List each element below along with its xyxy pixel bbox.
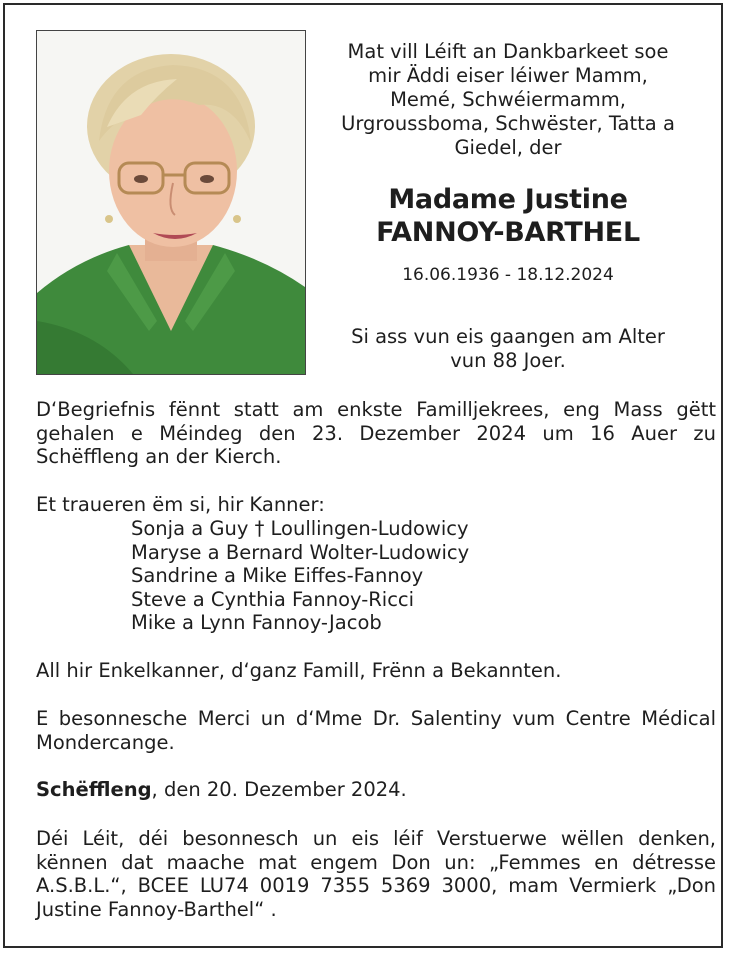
deceased-name [323,183,693,249]
life-dates: 16.06.1936 - 18.12.2024 [402,265,614,285]
child-entry: Mike a Lynn Fannoy-Jacob [131,611,382,634]
intro-line: Memé, Schwéiermamm, [390,88,626,111]
obituary-notice [3,3,723,948]
age-statement [323,325,693,373]
notice-date: , den 20. Dezember 2024. [151,778,407,801]
intro-line: mir Äddi eiser léiwer Mamm, [368,64,648,87]
family-mention: All hir Enkelkanner, d‘ganz Famill, Frënn a Bekannten. [36,659,562,682]
name-line-2: FANNOY-BARTHEL [376,217,640,248]
place-name: Schëffleng [36,778,152,801]
place-date [36,778,716,802]
mourners-intro: Et traueren ëm si, hir Kanner: [36,493,325,516]
intro-text [323,40,693,160]
child-entry: Maryse a Bernard Wolter-Ludowicy [131,540,470,564]
intro-line: Giedel, der [454,136,562,159]
age-line: vun 88 Joer. [450,349,566,372]
name-line-1: Madame Justine [388,184,628,215]
child-entry: Sandrine a Mike Eiffes-Fannoy [131,564,424,587]
child-entry: Steve a Cynthia Fannoy-Ricci [131,587,415,611]
children-list [131,517,469,635]
portrait-photo [36,30,306,375]
thanks-note: E besonnesche Merci un d‘Mme Dr. Salentiny vum Centre Médical Mondercange. [36,707,716,754]
intro-line: Mat vill Léift an Dankbarkeet soe [347,40,669,63]
child-entry: Sonja a Guy † Loullingen-Ludowicy [131,517,469,540]
funeral-info: D‘Begriefnis fënnt statt am enkste Familljekrees, eng Mass gëtt gehalen e Méindeg den 23. Dezember 2024 um 16 Auer zu Schëffleng an der Kierch. [36,398,716,468]
donation-note: Déi Léit, déi besonnesch un eis léif Verstuerwe wëllen denken, kënnen dat maache mat engem Don un: „Femmes en détresse A.S.B.L.“, BCEE LU74 0019 7355 5369 3000, mam Vermierk „Don Justine Fannoy-Barthel“ . [36,827,716,921]
age-line: Si ass vun eis gaangen am Alter [351,325,665,348]
intro-line: Urgroussboma, Schwëster, Tatta a [341,112,675,135]
